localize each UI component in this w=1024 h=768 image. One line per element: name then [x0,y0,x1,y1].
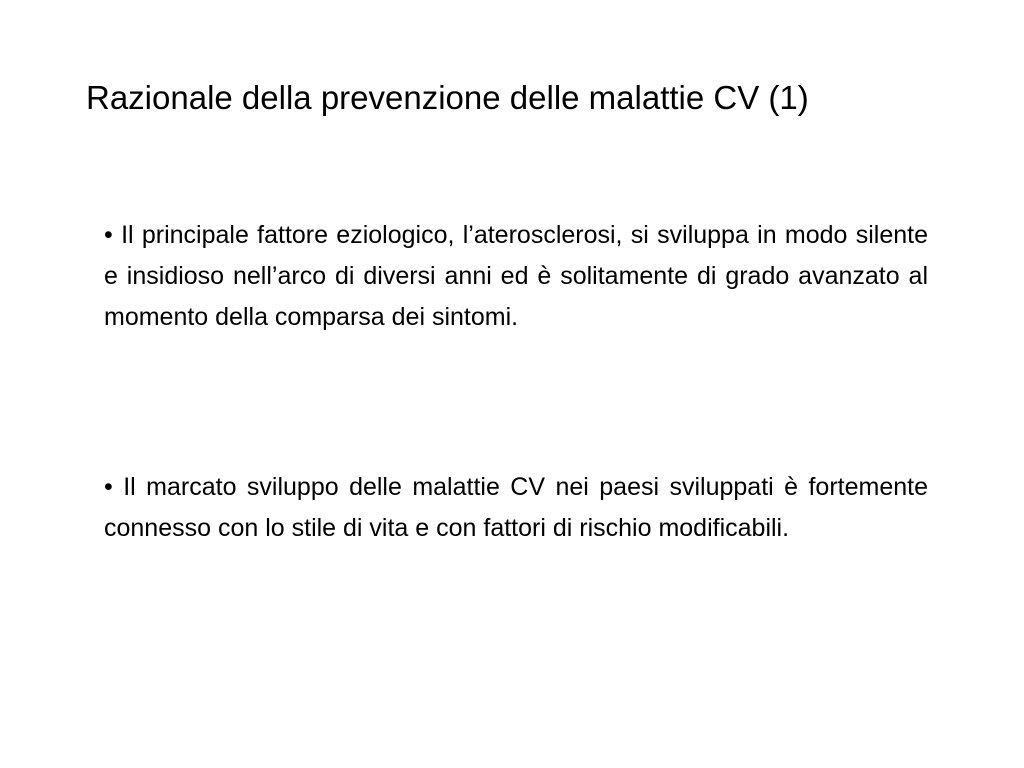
bullet-text: Il marcato sviluppo delle malattie CV nei paesi sviluppati è fortemente connesso con lo stile di vita e con fattori di rischio modificabili. [104,473,928,542]
bullet-marker-icon: • [104,473,113,501]
slide-title: Razionale della prevenzione delle malattie CV (1) [86,79,809,116]
bullet-item-lifestyle [104,467,928,549]
bullet-item-etiology [104,215,928,338]
bullet-text: Il principale fattore eziologico, l’aterosclerosi, si sviluppa in modo silente e insidioso nell’arco di diversi anni ed è solitamente di grado avanzato al momento della comparsa dei sintomi. [104,221,928,331]
bullet-marker-icon: • [104,221,113,249]
